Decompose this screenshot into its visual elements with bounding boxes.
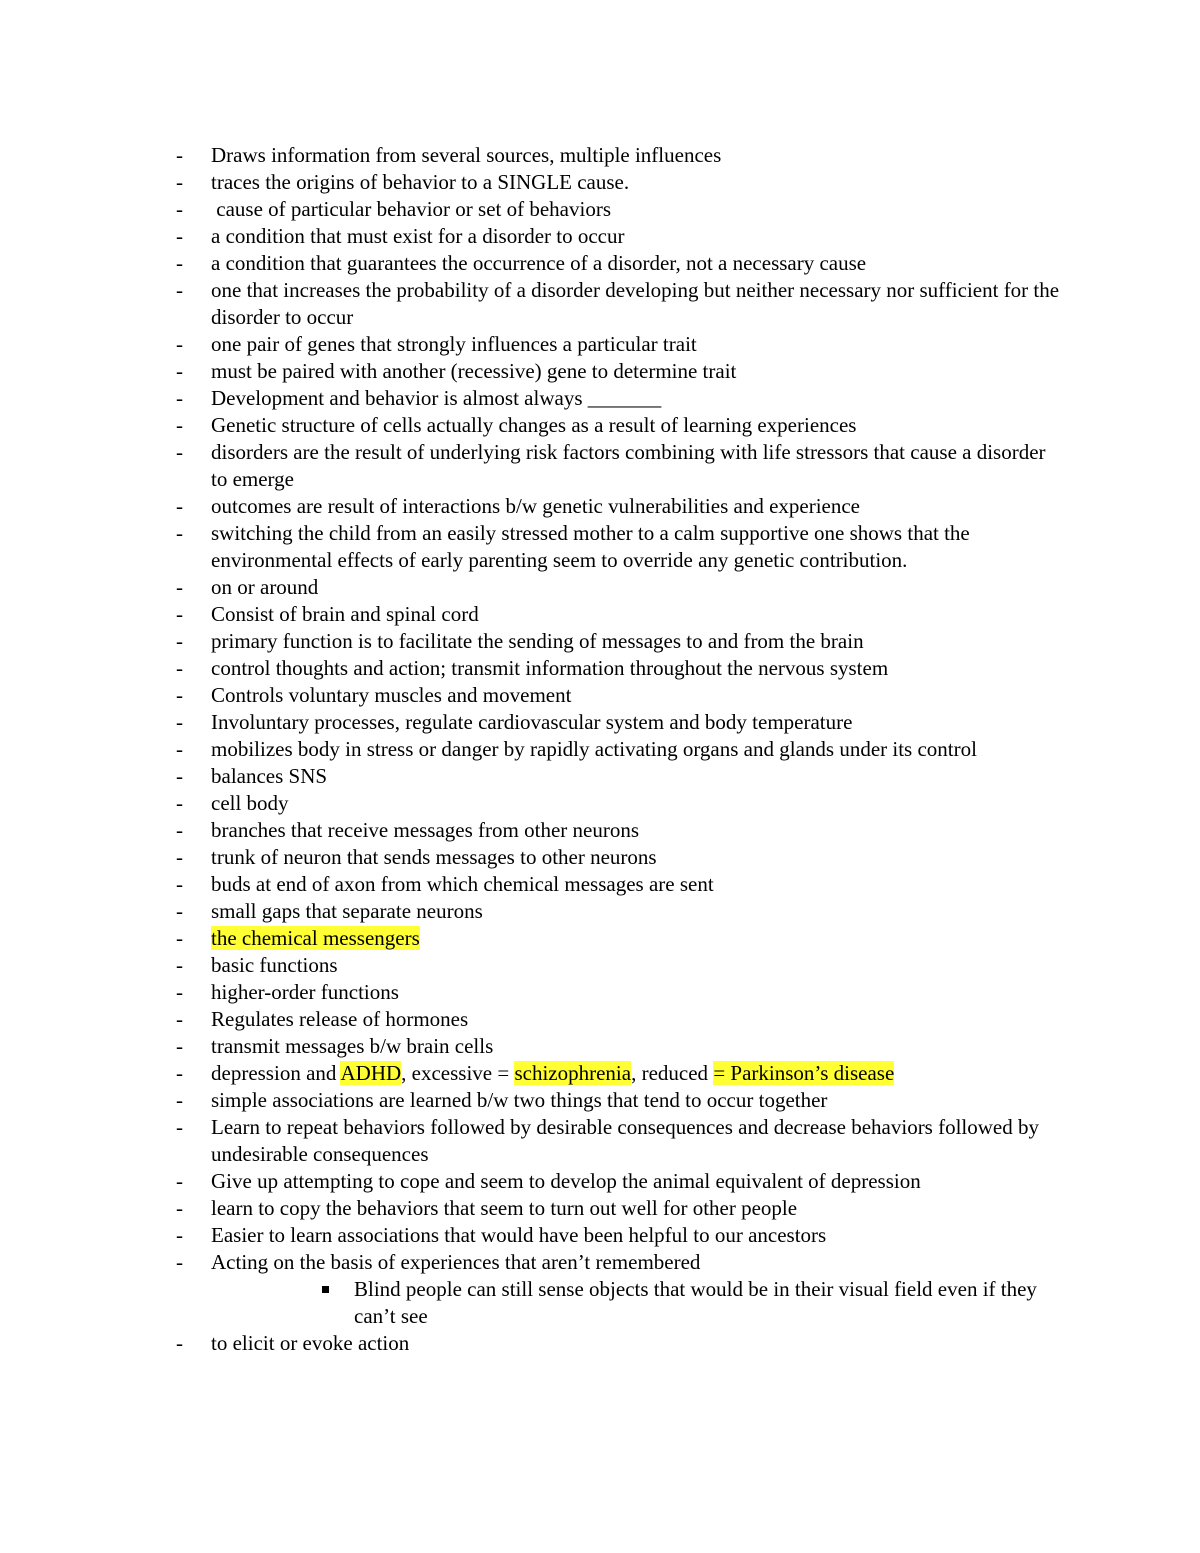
item-text: Easier to learn associations that would have been helpful to our ancestors	[211, 1223, 827, 1247]
item-text: transmit messages b/w brain cells	[211, 1034, 494, 1058]
sub-list-item	[0, 1276, 1064, 1330]
item-text: Genetic structure of cells actually changes as a result of learning experiences	[211, 413, 857, 437]
list-item	[0, 709, 1061, 736]
dash-bullet-icon: -	[176, 818, 183, 842]
item-text: higher-order functions	[211, 980, 399, 1004]
item-text: Controls voluntary muscles and movement	[211, 683, 572, 707]
item-text: Regulates release of hormones	[211, 1007, 469, 1031]
item-text: traces the origins of behavior to a SINGLE cause.	[211, 170, 630, 194]
item-text: Involuntary processes, regulate cardiovascular system and body temperature	[211, 710, 853, 734]
list-item	[0, 736, 1061, 763]
dash-bullet-icon: -	[176, 980, 183, 1004]
dash-bullet-icon: -	[176, 953, 183, 977]
dash-bullet-icon: -	[176, 278, 183, 302]
item-text: on or around	[211, 575, 319, 599]
item-text: , reduced	[631, 1061, 714, 1085]
item-text: must be paired with another (recessive) gene to determine trait	[211, 359, 737, 383]
list-item	[0, 1033, 1061, 1060]
dash-bullet-icon: -	[176, 926, 183, 950]
dash-bullet-icon: -	[176, 656, 183, 680]
list-item	[0, 1087, 1061, 1114]
item-text: , excessive =	[401, 1061, 515, 1085]
dash-bullet-icon: -	[176, 1007, 183, 1031]
list-item	[0, 1168, 1061, 1195]
dash-bullet-icon: -	[176, 1223, 183, 1247]
item-text: to elicit or evoke action	[211, 1331, 410, 1355]
item-text: one pair of genes that strongly influences a particular trait	[211, 332, 697, 356]
dash-bullet-icon: -	[176, 1034, 183, 1058]
list-item	[0, 655, 1061, 682]
item-text: a condition that guarantees the occurrence of a disorder, not a necessary cause	[211, 251, 867, 275]
dash-bullet-icon: -	[176, 1115, 183, 1139]
list-item	[0, 169, 1061, 196]
list-item	[0, 1330, 1061, 1357]
item-text: Acting on the basis of experiences that aren’t remembered	[211, 1250, 701, 1274]
list-item	[0, 250, 1061, 277]
dash-bullet-icon: -	[176, 251, 183, 275]
item-text: branches that receive messages from other neurons	[211, 818, 639, 842]
item-text: primary function is to facilitate the sending of messages to and from the brain	[211, 629, 864, 653]
item-text: Draws information from several sources, multiple influences	[211, 143, 722, 167]
list-item	[0, 817, 1061, 844]
item-text: learn to copy the behaviors that seem to turn out well for other people	[211, 1196, 798, 1220]
list-item	[0, 844, 1061, 871]
dash-bullet-icon: -	[176, 1088, 183, 1112]
list-item	[0, 358, 1061, 385]
list-item	[0, 493, 1061, 520]
list-item	[0, 439, 1061, 493]
list-item	[0, 574, 1061, 601]
item-text: Blind people can still sense objects that would be in their visual field even if they can’t see	[354, 1277, 1037, 1328]
list-item	[0, 1060, 1061, 1087]
list-item	[0, 682, 1061, 709]
list-item	[0, 1249, 1061, 1276]
dash-bullet-icon: -	[176, 1331, 183, 1355]
item-text: control thoughts and action; transmit information throughout the nervous system	[211, 656, 889, 680]
item-text: buds at end of axon from which chemical messages are sent	[211, 872, 714, 896]
list-item	[0, 277, 1061, 331]
dash-bullet-icon: -	[176, 494, 183, 518]
list-item	[0, 763, 1061, 790]
list-item	[0, 1222, 1061, 1249]
dash-bullet-icon: -	[176, 143, 183, 167]
item-text: Development and behavior is almost always _______	[211, 386, 662, 410]
highlighted-text: the chemical messengers	[211, 926, 420, 950]
list-item	[0, 871, 1061, 898]
item-text: disorders are the result of underlying risk factors combining with life stressors that cause a disorder to emerge	[211, 440, 1046, 491]
dash-bullet-icon: -	[176, 332, 183, 356]
list-item	[0, 979, 1061, 1006]
dash-bullet-icon: -	[176, 440, 183, 464]
item-text: basic functions	[211, 953, 338, 977]
item-text: Learn to repeat behaviors followed by desirable consequences and decrease behaviors followed by undesirable consequences	[211, 1115, 1040, 1166]
dash-bullet-icon: -	[176, 683, 183, 707]
item-text: one that increases the probability of a disorder developing but neither necessary nor sufficient for the disorder to occur	[211, 278, 1060, 329]
item-text: small gaps that separate neurons	[211, 899, 483, 923]
dash-bullet-icon: -	[176, 1250, 183, 1274]
item-text: Give up attempting to cope and seem to develop the animal equivalent of depression	[211, 1169, 921, 1193]
item-text: a condition that must exist for a disorder to occur	[211, 224, 625, 248]
square-bullet-icon	[322, 1286, 329, 1293]
dash-bullet-icon: -	[176, 1196, 183, 1220]
dash-bullet-icon: -	[176, 899, 183, 923]
dash-bullet-icon: -	[176, 872, 183, 896]
dash-bullet-icon: -	[176, 386, 183, 410]
item-text: cell body	[211, 791, 289, 815]
list-item	[0, 1006, 1061, 1033]
dash-bullet-icon: -	[176, 359, 183, 383]
dash-bullet-icon: -	[176, 1169, 183, 1193]
list-item	[0, 385, 1061, 412]
dash-bullet-icon: -	[176, 413, 183, 437]
list-item	[0, 898, 1061, 925]
dash-bullet-icon: -	[176, 602, 183, 626]
list-item	[0, 952, 1061, 979]
item-text: simple associations are learned b/w two things that tend to occur together	[211, 1088, 828, 1112]
dash-bullet-icon: -	[176, 1061, 183, 1085]
dash-bullet-icon: -	[176, 845, 183, 869]
item-text: depression and	[211, 1061, 341, 1085]
dash-bullet-icon: -	[176, 710, 183, 734]
item-text: outcomes are result of interactions b/w genetic vulnerabilities and experience	[211, 494, 861, 518]
dash-bullet-icon: -	[176, 737, 183, 761]
list-item	[0, 223, 1061, 250]
dash-bullet-icon: -	[176, 629, 183, 653]
dash-bullet-icon: -	[176, 197, 183, 221]
dash-bullet-icon: -	[176, 791, 183, 815]
highlighted-text: ADHD	[340, 1061, 402, 1085]
list-item	[0, 790, 1061, 817]
dash-bullet-icon: -	[176, 170, 183, 194]
item-text: balances SNS	[211, 764, 328, 788]
item-text: switching the child from an easily stressed mother to a calm supportive one shows that the environmental effects of early parenting seem to override any genetic contribution.	[211, 521, 970, 572]
dash-bullet-icon: -	[176, 575, 183, 599]
list-item	[0, 925, 1061, 952]
list-item	[0, 601, 1061, 628]
dash-bullet-icon: -	[176, 764, 183, 788]
list-item	[0, 1195, 1061, 1222]
list-item	[0, 1114, 1061, 1168]
highlighted-text: = Parkinson’s disease	[713, 1061, 895, 1085]
list-item	[0, 196, 1061, 223]
item-text: mobilizes body in stress or danger by rapidly activating organs and glands under its control	[211, 737, 977, 761]
dash-bullet-icon: -	[176, 521, 183, 545]
item-text: trunk of neuron that sends messages to other neurons	[211, 845, 657, 869]
item-text: cause of particular behavior or set of behaviors	[211, 197, 612, 221]
highlighted-text: schizophrenia	[514, 1061, 632, 1085]
bullet-list	[0, 142, 1200, 1357]
list-item	[0, 520, 1061, 574]
list-item	[0, 331, 1061, 358]
list-item	[0, 142, 1061, 169]
list-item	[0, 628, 1061, 655]
item-text: Consist of brain and spinal cord	[211, 602, 479, 626]
dash-bullet-icon: -	[176, 224, 183, 248]
list-item	[0, 412, 1061, 439]
